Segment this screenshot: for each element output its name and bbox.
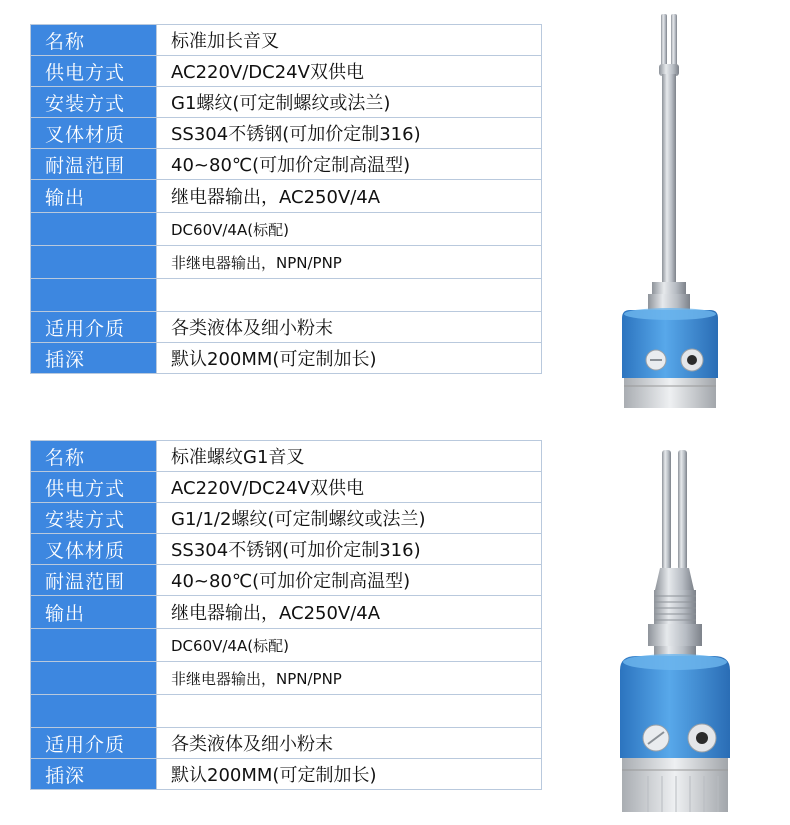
row-label: 供电方式: [31, 56, 157, 87]
table-row: [31, 312, 542, 343]
row-label: 插深: [31, 343, 157, 374]
row-value: [157, 695, 542, 728]
row-value: [157, 279, 542, 312]
row-value: DC60V/4A(标配): [157, 629, 542, 662]
table-row: [31, 56, 542, 87]
row-value: SS304不锈钢(可加价定制316): [157, 534, 542, 565]
row-value: AC220V/DC24V双供电: [157, 472, 542, 503]
row-label: 供电方式: [31, 472, 157, 503]
table-row: [31, 503, 542, 534]
row-value: 40~80℃(可加价定制高温型): [157, 565, 542, 596]
row-value: SS304不锈钢(可加价定制316): [157, 118, 542, 149]
table-row: [31, 246, 542, 279]
row-label: [31, 279, 157, 312]
threaded-tuning-fork-image: [590, 440, 760, 820]
row-value: 默认200MM(可定制加长): [157, 343, 542, 374]
row-value: 非继电器输出，NPN/PNP: [157, 662, 542, 695]
spec-table-threaded-fork: [30, 440, 542, 790]
extended-tuning-fork-image: [600, 8, 740, 413]
row-value: 40~80℃(可加价定制高温型): [157, 149, 542, 180]
row-value: 继电器输出，AC250V/4A: [157, 596, 542, 629]
table-row: [31, 728, 542, 759]
row-label: 叉体材质: [31, 118, 157, 149]
row-label: [31, 662, 157, 695]
table-row: [31, 759, 542, 790]
row-label: [31, 695, 157, 728]
row-label: 叉体材质: [31, 534, 157, 565]
row-label: 输出: [31, 596, 157, 629]
spec-table-extended-fork: [30, 24, 542, 374]
table-row: [31, 629, 542, 662]
row-value: 非继电器输出，NPN/PNP: [157, 246, 542, 279]
table-row: [31, 25, 542, 56]
row-value: G1/1/2螺纹(可定制螺纹或法兰): [157, 503, 542, 534]
table-row: [31, 87, 542, 118]
row-label: 耐温范围: [31, 149, 157, 180]
table-row: [31, 149, 542, 180]
row-value: 标准加长音叉: [157, 25, 542, 56]
row-value: 默认200MM(可定制加长): [157, 759, 542, 790]
table-row: [31, 118, 542, 149]
table-row: [31, 662, 542, 695]
row-label: 耐温范围: [31, 565, 157, 596]
table-row: [31, 441, 542, 472]
row-label: 插深: [31, 759, 157, 790]
table-row: [31, 565, 542, 596]
row-label: 安装方式: [31, 503, 157, 534]
row-label: [31, 629, 157, 662]
table-row: [31, 534, 542, 565]
table-row: [31, 213, 542, 246]
row-value: G1螺纹(可定制螺纹或法兰): [157, 87, 542, 118]
row-label: 名称: [31, 25, 157, 56]
row-value: 各类液体及细小粉末: [157, 728, 542, 759]
row-value: 继电器输出，AC250V/4A: [157, 180, 542, 213]
row-label: 安装方式: [31, 87, 157, 118]
table-row: [31, 695, 542, 728]
row-value: 标准螺纹G1音叉: [157, 441, 542, 472]
table-row: [31, 472, 542, 503]
row-label: 名称: [31, 441, 157, 472]
row-value: 各类液体及细小粉末: [157, 312, 542, 343]
table-row: [31, 596, 542, 629]
row-label: 适用介质: [31, 312, 157, 343]
row-value: DC60V/4A(标配): [157, 213, 542, 246]
row-label: [31, 246, 157, 279]
table-row: [31, 180, 542, 213]
row-label: [31, 213, 157, 246]
row-label: 输出: [31, 180, 157, 213]
row-label: 适用介质: [31, 728, 157, 759]
table-row: [31, 279, 542, 312]
table-row: [31, 343, 542, 374]
row-value: AC220V/DC24V双供电: [157, 56, 542, 87]
